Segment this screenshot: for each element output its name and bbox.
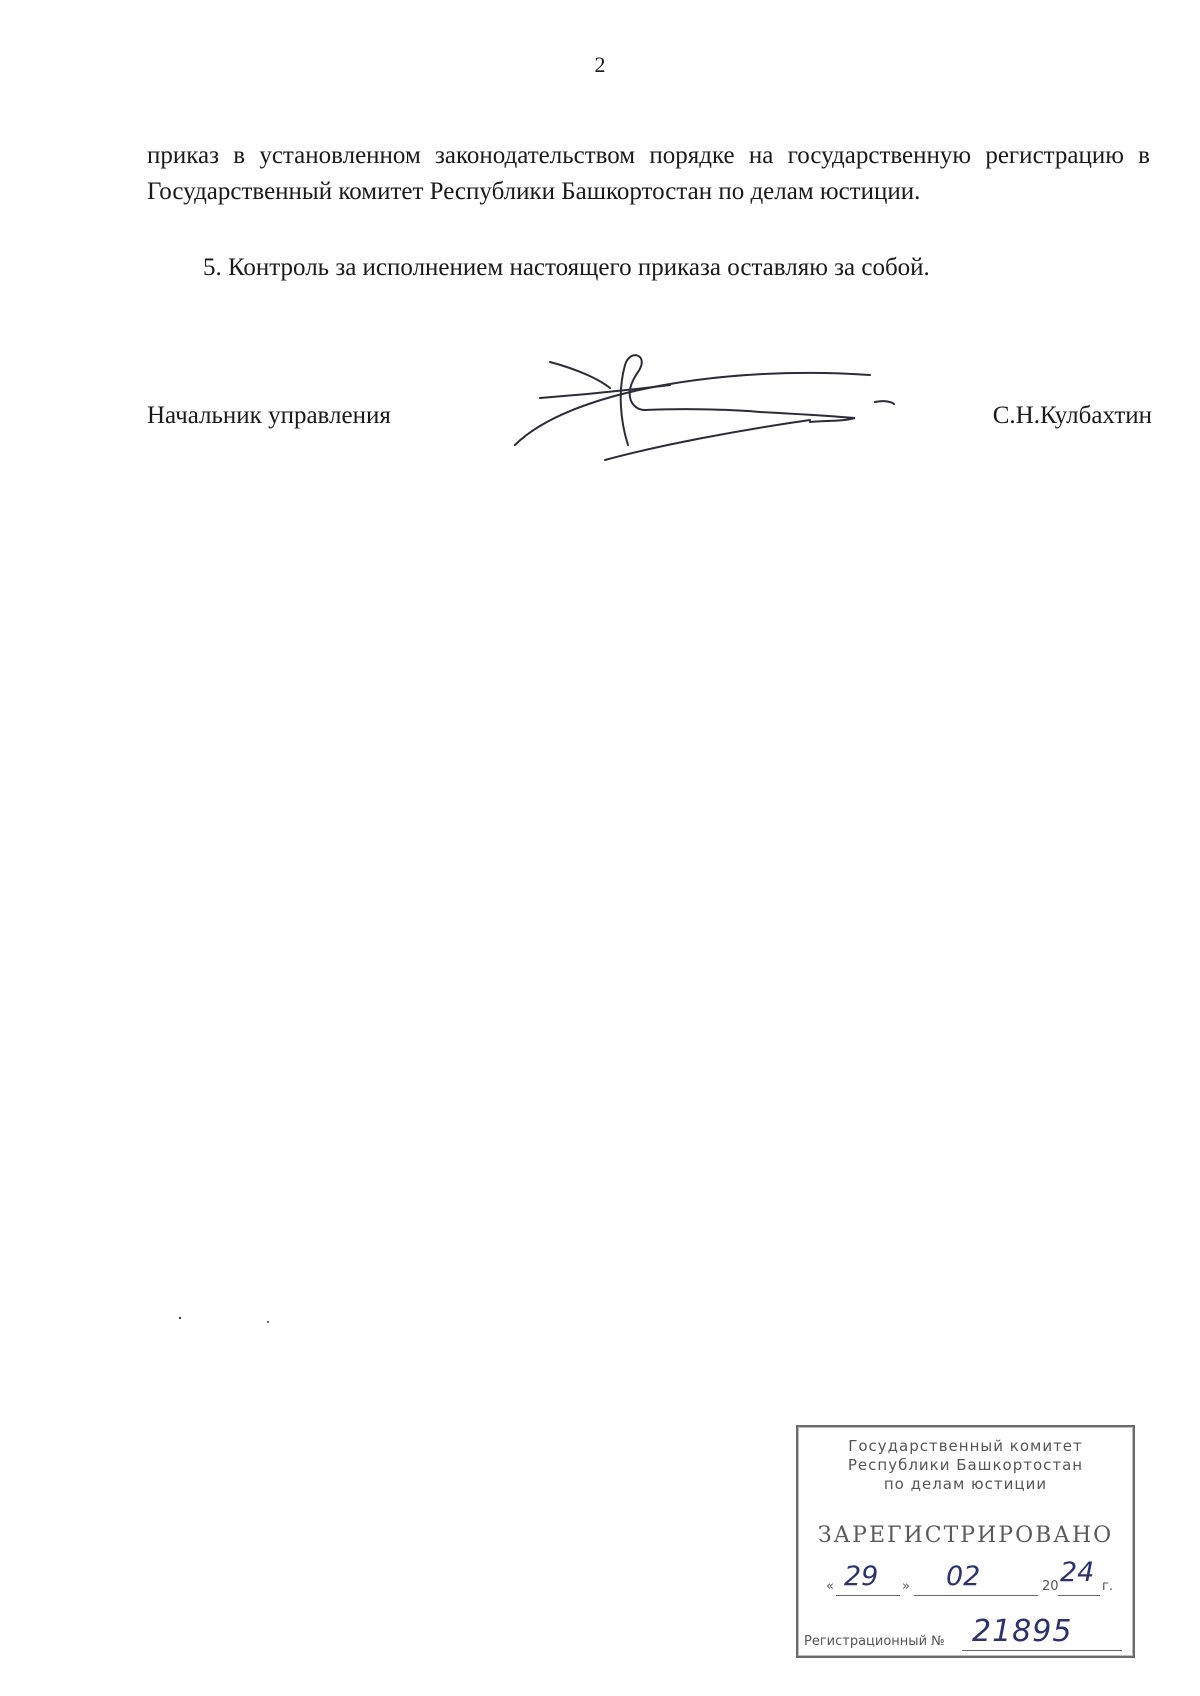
stamp-quote-open: « — [826, 1579, 834, 1594]
stamp-date-row — [826, 1557, 1116, 1597]
stamp-year-underline — [1058, 1595, 1100, 1596]
handwritten-signature — [510, 350, 930, 465]
stamp-day-underline — [836, 1595, 900, 1596]
stamp-day: 29 — [844, 1561, 879, 1592]
signer-name: С.Н.Кулбахтин — [992, 402, 1152, 429]
stamp-month-underline — [914, 1595, 1038, 1596]
scan-specks — [170, 1310, 290, 1330]
registration-stamp — [796, 1425, 1135, 1658]
stamp-quote-close: » — [902, 1579, 910, 1594]
stamp-year-prefix: 20 — [1042, 1579, 1059, 1594]
page-number: 2 — [594, 52, 606, 77]
stamp-org-line: по делам юстиции — [883, 1475, 1048, 1493]
stamp-org-line: Республики Башкортостан — [847, 1456, 1084, 1474]
signer-position-title: Начальник управления — [147, 402, 391, 429]
stamp-year-abbrev: г. — [1102, 1579, 1113, 1594]
stamp-org-line: Государственный комитет — [848, 1437, 1083, 1455]
stamp-month: 02 — [946, 1561, 981, 1592]
stamp-reg-number: 21895 — [972, 1614, 1073, 1649]
stamp-organization — [798, 1437, 1133, 1494]
paragraph-item-5: 5. Контроль за исполнением настоящего приказа оставляю за собой. — [203, 254, 930, 281]
stamp-reg-label: Регистрационный № — [804, 1634, 945, 1649]
stamp-year: 24 — [1060, 1557, 1095, 1588]
paragraph-continuation: приказ в установленном законодательством порядке на государственную регистрацию в Государственный комитет Республики Башкортостан по делам юстиции. — [147, 142, 1150, 205]
stamp-status: ЗАРЕГИСТРИРОВАНО — [817, 1523, 1114, 1548]
stamp-reg-underline — [962, 1650, 1122, 1651]
stamp-registration-row — [804, 1614, 1124, 1652]
